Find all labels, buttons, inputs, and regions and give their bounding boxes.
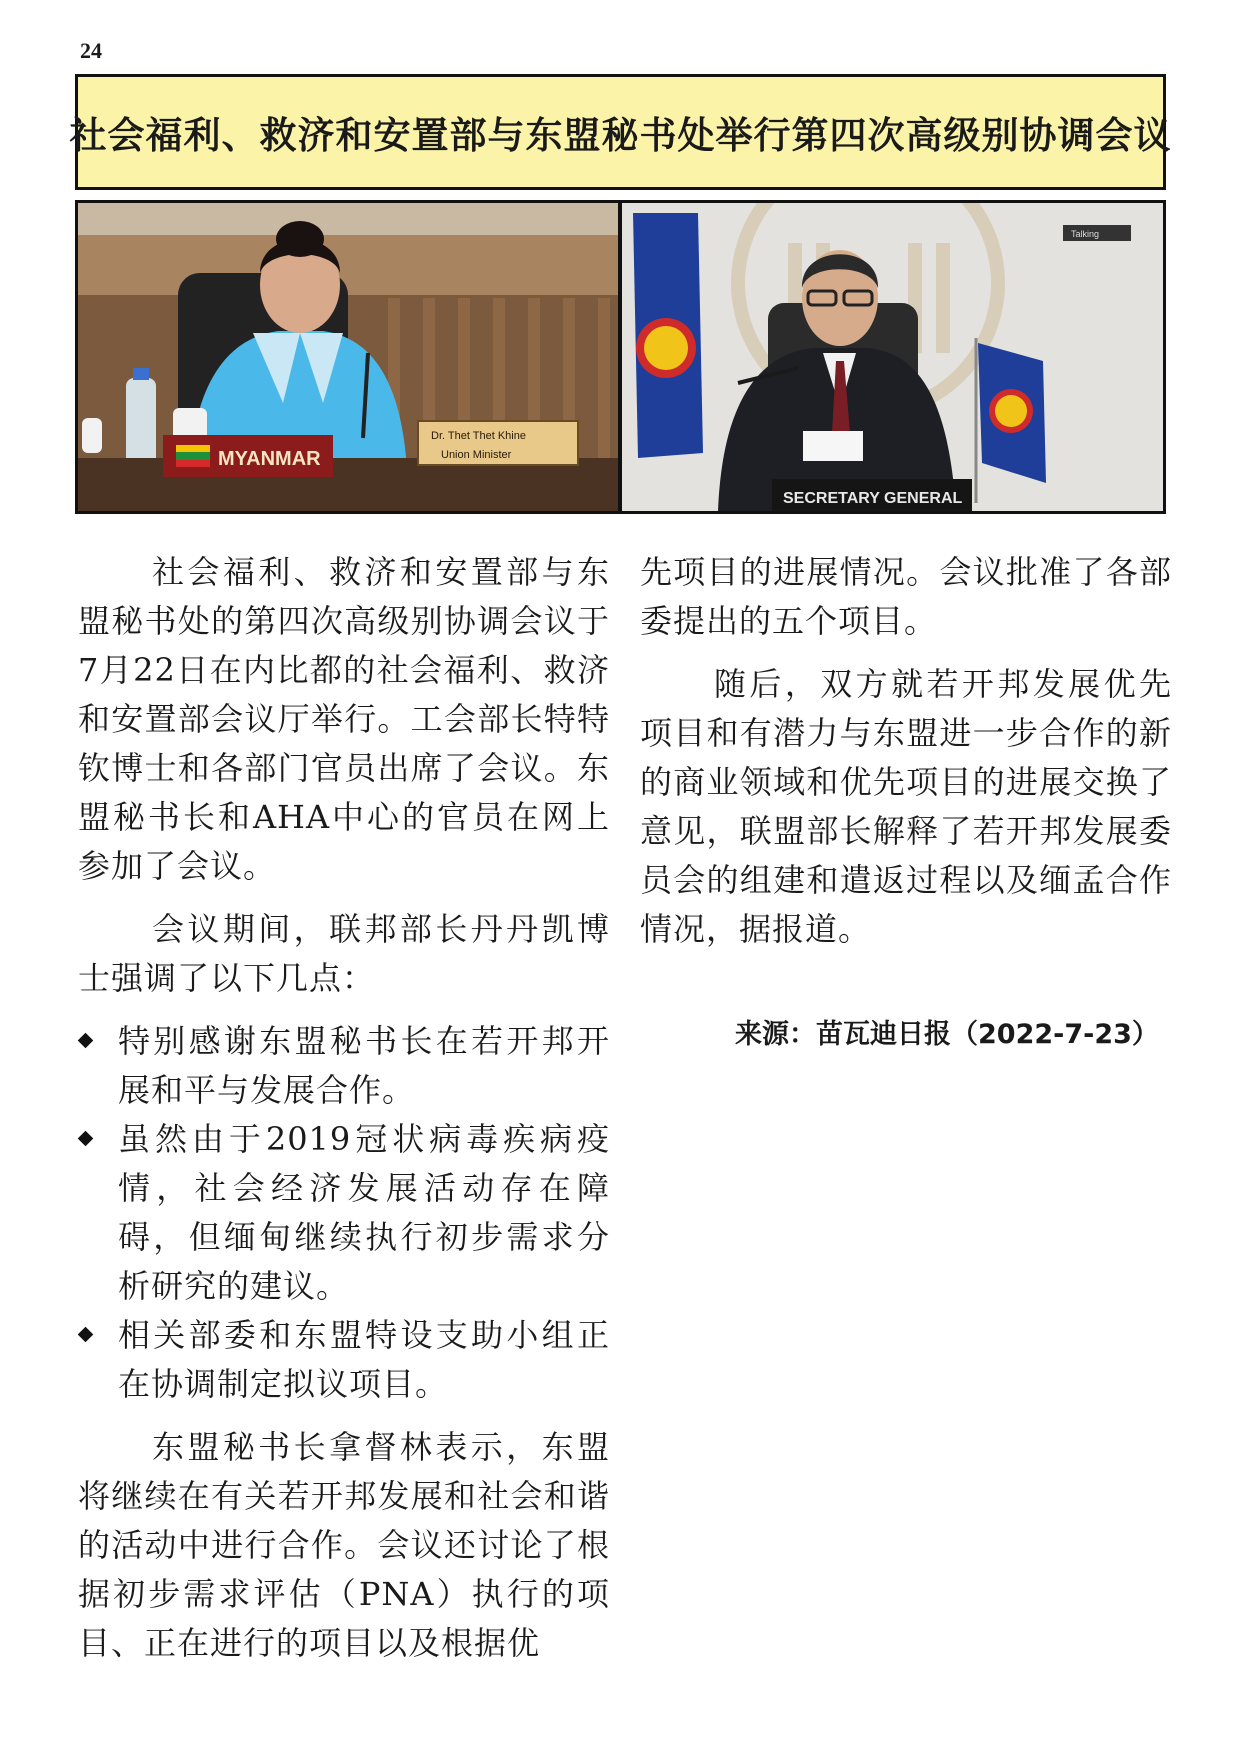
- bullet-text: 虽然由于2019冠状病毒疾病疫情，社会经济发展活动存在障碍，但缅甸继续执行初步需求分析研究的建议。: [118, 1120, 610, 1305]
- paragraph: 东盟秘书长拿督林表示，东盟将继续在有关若开邦发展和社会和谐的活动中进行合作。会议还讨论了根据初步需求评估（PNA）执行的项目、正在进行的项目以及根据优: [78, 1428, 610, 1662]
- bullet-text: 特别感谢东盟秘书长在若开邦开展和平与发展合作。: [118, 1022, 610, 1109]
- left-photo-minister: [78, 203, 618, 511]
- bullet-list: [78, 1017, 610, 1409]
- paragraph-continued: 先项目的进展情况。会议批准了各部委提出的五个项目。: [640, 553, 1172, 640]
- paragraph: 随后，双方就若开邦发展优先项目和有潜力与东盟进一步合作的新的商业领域和优先项目的进展交换了意见，联盟部长解释了若开邦发展委员会的组建和遣返过程以及缅孟合作情况，据报道。: [640, 665, 1172, 948]
- title-banner: [69, 74, 1172, 190]
- article-title: 社会福利、救济和安置部与东盟秘书处举行第四次高级别协调会议: [69, 114, 1172, 157]
- name-card-line1: Dr. Thet Thet Khine: [431, 430, 526, 442]
- right-column: [640, 548, 1172, 968]
- secretary-general-nameplate: SECRETARY GENERAL: [783, 490, 963, 507]
- myanmar-nameplate-text: MYANMAR: [218, 448, 321, 470]
- meeting-photo: [75, 200, 1166, 514]
- diamond-bullet-icon: [78, 1131, 94, 1147]
- paragraph: 社会福利、救济和安置部与东盟秘书处的第四次高级别协调会议于7月22日在内比都的社会福利、救济和安置部会议厅举行。工会部长特特钦博士和各部门官员出席了会议。东盟秘书长和AHA中心的官员在网上参加了会议。: [78, 553, 610, 885]
- bullet-item: [78, 1311, 610, 1409]
- source-citation: 来源：苗瓦迪日报（2022-7-23）: [735, 1019, 1159, 1050]
- left-column: [78, 548, 610, 1682]
- diamond-bullet-icon: [78, 1033, 94, 1049]
- page-number: 24: [80, 38, 102, 63]
- right-photo-secretary-general: [622, 203, 1163, 511]
- paragraph: 会议期间，联邦部长丹丹凯博士强调了以下几点：: [78, 910, 610, 997]
- bullet-item: [78, 1017, 610, 1115]
- bullet-text: 相关部委和东盟特设支助小组正在协调制定拟议项目。: [118, 1316, 610, 1403]
- diamond-bullet-icon: [78, 1327, 94, 1343]
- bullet-item: [78, 1115, 610, 1311]
- talking-indicator: Talking: [1071, 229, 1100, 239]
- name-card-line2: Union Minister: [441, 449, 512, 461]
